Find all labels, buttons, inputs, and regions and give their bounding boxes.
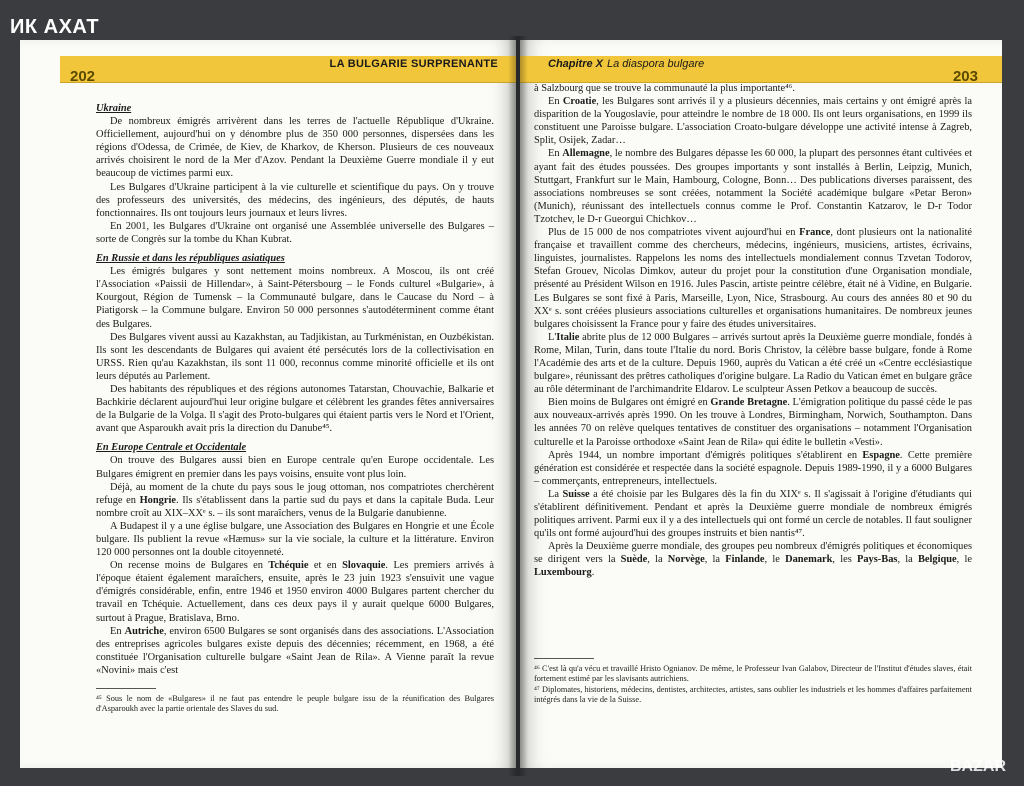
footnote-rule — [534, 658, 594, 659]
paragraph: Des habitants des républiques et des régions autonomes Tatarstan, Chouvachie, Balkarie et Bachkirie déclarent aujourd'hui leur origine bulgare et célèbrent les grandes fêtes anniversaires de la Bulgarie de la Volga. Il s'agit des Proto-bulgares qui étaient partis vers le Nord et l'Orient, avant que Asparoukh avait pris la direction du Danube⁴⁵. — [96, 383, 494, 435]
paragraph: La Suisse a été choisie par les Bulgares dès la fin du XIXᵉ s. Il s'agissait à l'origine d'étudiants qui s'établirent définitivement. Pendant et après la Deuxième guerre mondiale de nombreux émigrés politiques arrivent. Parmi eux il y a des intellectuels qui ont formé un cercle de notables. Il faut souligner qu'ils ont formé aujourd'hui des groupes instruits et bien nantis⁴⁷. — [534, 488, 972, 540]
country-name: Autriche — [124, 625, 164, 637]
footnotes — [534, 664, 972, 706]
country-name: Allemagne — [562, 148, 610, 160]
paragraph: Plus de 15 000 de nos compatriotes vivent aujourd'hui en France, dont plusieurs ont la nationalité française et travaillent comme des chercheurs, médecins, ingénieurs, musiciens, artistes, écrivains, linguistes, journalistes. Rappelons les noms des intellectuels mondialement connus Tzvetan Todorov, Stefan Grouev, Nicolas Dimkov, auteur du projet pour la constitution d'une Organisation mondiale, présenté au Président Wilson en 1916. Jules Pascin, artiste peintre célèbre, était né à Vidine, en Bulgarie. Les Bulgares se sont fixé à Paris, Marseille, Lyon, Nice, Strasbourg. Au cours des années 80 et 90 du XXᵉ s. sont créées plusieurs associations culturelles et organisations humanitaires. De nombreux jeunes bulgares choisissent la France pour y faire des études universitaires. — [534, 227, 972, 330]
footnote: ⁴⁷ Diplomates, historiens, médecins, dentistes, architectes, artistes, sans oublier les industriels et les hommes d'affaires parfaitement intégrés dans la vie de la Suisse. — [534, 684, 972, 705]
paragraph: Déjà, au moment de la chute du pays sous le joug ottoman, nos compatriotes cherchèrent refuge en Hongrie. Ils s'établissent dans la partie sud du pays et dans la capitale Buda. Leur nombre croît au XIX–XXᵉ s. – ils sont maraîchers, venus de la Bulgarie danubienne. — [96, 481, 494, 519]
country-name: Espagne — [862, 449, 900, 461]
section-heading-russia: En Russie et dans les républiques asiatiques — [96, 253, 285, 265]
footnote: ⁴⁵ Sous le nom de «Bulgares» il ne faut pas entendre le peuple bulgare issu de la réunification des Bulgares d'Asparoukh avec la partie orientale des Slaves du sud. — [96, 694, 494, 714]
paragraph: En Autriche, environ 6500 Bulgares se sont organisés dans des associations. L'Association des entreprises agricoles bulgares existe depuis des décennies; récemment, en 1968, a été constituée l'Organisation culturelle bulgare «Saint Jean de Rila». A Vienne paraît la revue «Novini» mais c'est — [96, 625, 494, 676]
book-spine-shadow — [508, 36, 528, 776]
paragraph: A Budapest il y a une église bulgare, une Association des Bulgares en Hongrie et une École bulgare. Ils publient la revue «Hæmus» sur la vie sociale, la culture et la littérature. Environ 120 000 personnes ont la double citoyenneté. — [96, 520, 494, 559]
left-page — [20, 40, 516, 768]
paragraph: Bien moins de Bulgares ont émigré en Grande Bretagne. L'émigration politique du passé cède le pas aux nouveaux-arrivés après 1990. On les trouve à Londres, Birmingham, Norwich, Southampton. Dans les années 70 on relève quelques tentatives de constituer des organisations – notamment l'Organisation culturelle et la Paroisse orthodoxe «Saint Jean de Rila» qui édite le bulletin «Vesti». — [534, 397, 972, 448]
paragraph: Après 1944, un nombre important d'émigrés politiques s'établirent en Espagne. Cette première génération est considérée et respectée dans la société espagnole. Depuis 1989-1990, il y a 6000 Bulgares – commerçants, entrepreneurs, intellectuels. — [534, 449, 972, 487]
country-name: Italie — [556, 331, 580, 343]
paragraph: En Allemagne, le nombre des Bulgares dépasse les 60 000, la plupart des personnes étant cultivées et ayant fait des études poussées. Des groupes importants y sont installés à Berlin, Leipzig, Munich, Stuttgart, Frankfurt sur le Main, Hambourg, Cologne, Bonn… Des publications diverses paraissent, des associations nombreuses se sont créées, notamment la Société académique bulgare «Petar Beron» (Munich), réunissant des intellectuels connus comme le Prof. Constantin Katzarov, le D-r Todor Tzotchev, le D-r Gueorgui Chichkov… — [534, 148, 973, 225]
paragraph: Après la Deuxième guerre mondiale, des groupes peu nombreux d'émigrés politiques et économiques se dirigent vers la Suède, la Norvège, la Finlande, le Danemark, les Pays-Bas, la Belgique, le Luxembourg. — [534, 541, 972, 579]
country-name: Croatie — [562, 96, 597, 108]
section-heading-europe: En Europe Centrale et Occidentale — [96, 442, 247, 454]
paragraph: De nombreux émigrés arrivèrent dans les terres de l'actuelle République d'Ukraine. Officiellement, aujourd'hui on y dénombre plus de 350 000 personnes, dispersées dans les régions d'Odessa, de Crimée, de Kiev, de Kharkov, de Kherson. Plusieurs de ces nouveaux arrivés choisirent le nord de la Mer d'Azov. Pendant la Deuxième Guerre mondiale il y eut beaucoup de victimes parmi eux. — [96, 116, 494, 180]
right-page — [520, 40, 1002, 768]
paragraph: L'Italie abrite plus de 12 000 Bulgares – arrivés surtout après la Deuxième guerre mondiale, fondés à Rome, Milan, Turin, dans toute l'Italie du nord. Boris Christov, la célèbre basse bulgare, fonde à Rome l'Académie des arts et de la culture. Depuis 1960, auprès du Vatican a été créé un «Centre ecclésiastique bulgare», réunissant des prêtres catholiques d'origine bulgare. La Radio du Vatican émet en bulgare grâce au rôle déterminant de l'archimandrite Eldarov. Le sculpteur Assen Petkov a beaucoup de succès. — [534, 331, 972, 396]
seller-brand-label: ИК АХАТ — [10, 16, 100, 38]
running-title: LA BULGARIE SURPRENANTE — [329, 58, 498, 70]
page-number: 202 — [70, 68, 96, 85]
paragraph: Les Bulgares d'Ukraine participent à la vie culturelle et scientifique du pays. On y trouve des professeurs des universités, des médecins, des ingénieurs, des députés, de hauts fonctionnaires. Ils ont toujours leurs journaux et leurs livres. — [96, 181, 494, 219]
section-heading-ukraine: Ukraine — [96, 103, 132, 114]
country-name: France — [799, 227, 831, 239]
country-name: Grande Bretagne — [710, 397, 788, 409]
paragraph: On recense moins de Bulgares en Tchéquie et en Slovaquie. Les premiers arrivés à l'époque étaient également maraîchers, ensuite, après le 23 juin 1923 s'ensuivit une vague d'émigrés considérable, enfin, entre 1946 et 1950 environ 4000 Bulgares partent chercher du travail en Tchéquie. Actuellement, dans ces deux pays il y aurait quelque 6000 Bulgares, surtout à Prague, Bratislava, Brno. — [96, 560, 494, 624]
paragraph: Des Bulgares vivent aussi au Kazakhstan, au Tadjikistan, au Turkménistan, en Ouzbékistan. Ils sont les descendants de Bulgares qui avaient été persécutés lors de la collectivisation en URSS. Rien qu'au Kazakhstan, ils sont 11 000, reconnus comme minorité officielle et ils ont leurs députés au Parlement. — [96, 331, 494, 382]
left-body-text — [96, 96, 494, 677]
paragraph: On trouve des Bulgares aussi bien en Europe centrale qu'en Europe occidentale. Les Bulgares émigrent en premier dans les pays voisins, ensuite vont plus loin. — [96, 455, 494, 480]
country-name: Hongrie — [139, 494, 176, 506]
header-rule — [60, 82, 516, 83]
paragraph: En Croatie, les Bulgares sont arrivés il y a plusieurs décennies, mais certains y ont émigré après la disparition de la Yougoslavie, pour atteindre le nombre de 18 000. Ils ont leurs organisations, en 1999 ils constituent une Paroisse bulgare. L'association Croato-bulgare développe une activité intense à Zagreb, Split, Osijek, Zadar… — [534, 96, 972, 147]
footnote-rule — [96, 688, 156, 689]
country-name: Tchéquie — [268, 560, 309, 572]
chapter-subtitle: La diaspora bulgare — [607, 58, 705, 70]
country-name: Slovaquie — [342, 560, 386, 572]
paragraph: Les émigrés bulgares y sont nettement moins nombreux. A Moscou, ils ont créé l'Association «Paissii de Hillendar», à Saint-Pétersbourg – le Fonds culturel «Bulgarie», à Kourgout, Région de Tumensk – la Communauté bulgare, dans le Caucase du Nord – à Piatigorsk – la Commune bulgare. Environ 50 000 personnes s'autodéterminent comme étant des Bulgares. — [96, 266, 494, 330]
paragraph: En 2001, les Bulgares d'Ukraine ont organisé une Assemblée universelle des Bulgares – sorte de Congrès sur la tombe du Khan Kubrat. — [96, 220, 494, 245]
right-body-text — [534, 82, 972, 580]
chapter-label: Chapitre X — [548, 58, 604, 70]
footnote: ⁴⁶ C'est là qu'a vécu et travaillé Hristo Ognianov. De même, le Professeur Ivan Galabov, Directeur de l'Institut d'études slaves, était fortement estimé par les slavisants autrichiens. — [534, 664, 972, 684]
paragraph: à Salzbourg que se trouve la communauté la plus importante⁴⁶. — [534, 83, 795, 94]
chapter-title — [548, 58, 704, 70]
watermark: BAZAR — [950, 758, 1006, 775]
country-name: Suisse — [562, 488, 590, 500]
page-number: 203 — [952, 68, 978, 85]
